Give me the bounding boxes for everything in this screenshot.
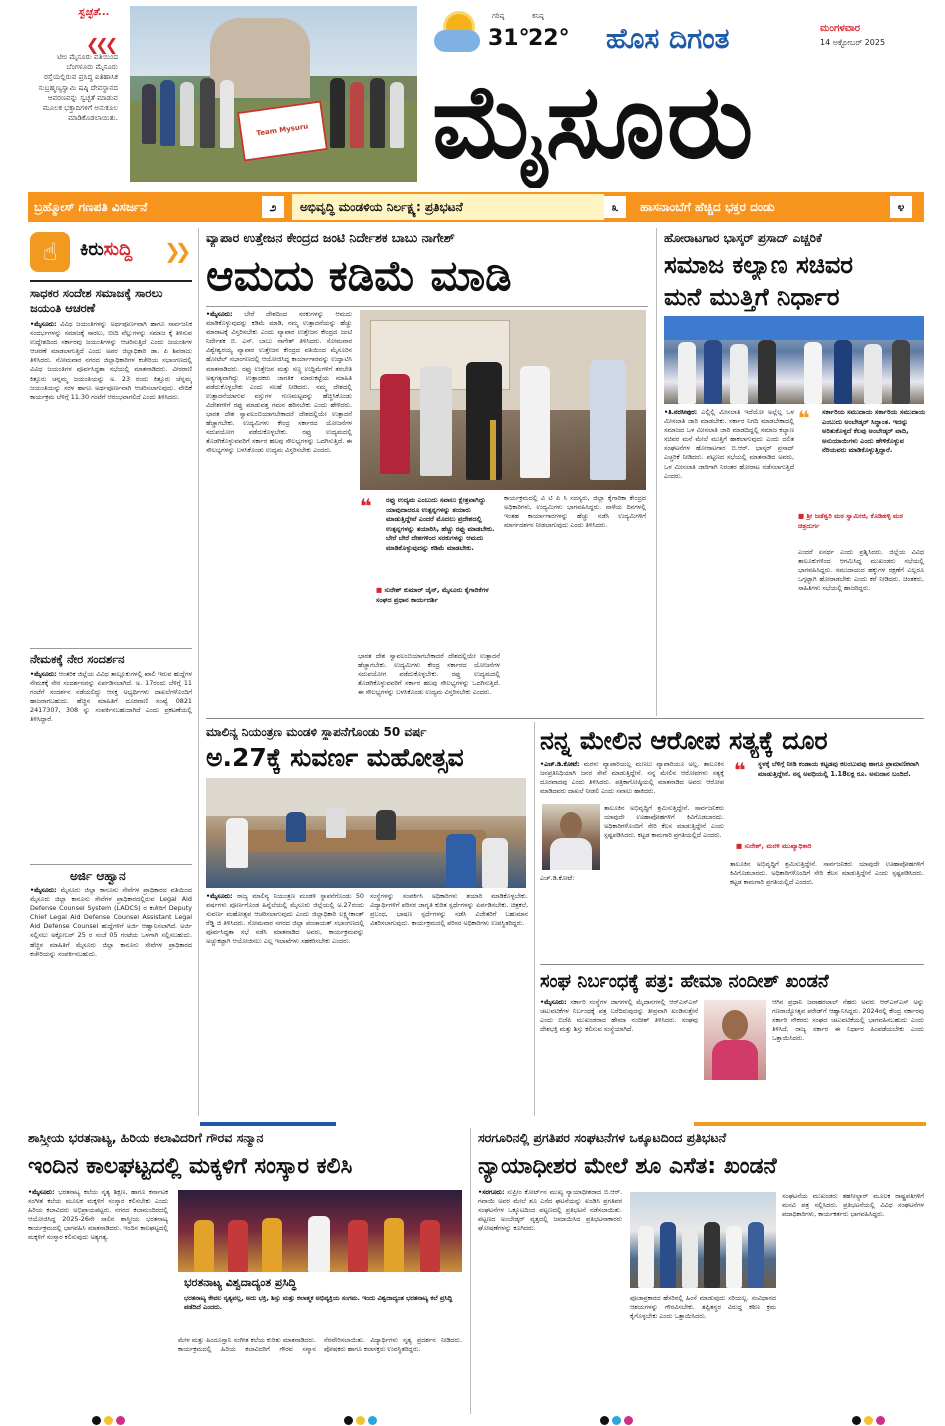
print-mark: [864, 1416, 873, 1425]
mid-left-photo: [206, 778, 526, 888]
brief-title: ಸಾಧಕರ ಸಂದೇಶ ಸಮಾಜಕ್ಕೆ ಸಾರಲು ಜಯಂತಿ ಆಚರಣೆ: [30, 286, 163, 315]
bottom-left-headline: ಇಂದಿನ ಕಾಲಘಟ್ಟದಲ್ಲಿ ಮಕ್ಕಳಿಗೆ ಸಂಸ್ಕಾರ ಕಲಿಸಿ: [28, 1154, 353, 1179]
chevron-icon: ❯❯: [164, 239, 186, 263]
bottom-right-photo: [630, 1192, 776, 1288]
bottom-right-headline: ನ್ಯಾಯಾಧೀಶರ ಮೇಲೆ ಶೂ ಎಸೆತ: ಖಂಡನೆ: [478, 1154, 777, 1179]
min-temp-label: ಕನಿಷ್ಠ: [532, 12, 544, 20]
ticker-page: ೪: [890, 196, 912, 218]
bottom-right-body-c: ಸಂಘಟನೆಯ ಮುಖಂಡರು ತಹಸೀಲ್ದಾರ್ ಮೂಲಕ ರಾಷ್ಟ್ರಪತಿಗಳಿಗೆ ಮನವಿ ಪತ್ರ ಸಲ್ಲಿಸಿದರು. ಪ್ರತಿಭಟನೆಯಲ್ಲಿ ವಿವಿಧ ಸಂಘಟನೆಗಳ ಪದಾಧಿಕಾರಿಗಳು, ಕಾರ್ಯಕರ್ತರು ಭಾಗವಹಿಸಿದ್ದರು.: [782, 1192, 924, 1219]
dateline: ಮೈಸೂರು:: [34, 320, 57, 328]
right-top-body-a: •ತಿ.ನರಸೀಪುರ: ಎಲ್ಲಿಲ್ಲಿ ಮೀಸಲಾತಿ ಇದೆಯೋ ಅಲ್ಲೆಲ್ಲ ಒಳ ಮೀಸಲಾತಿ ಜಾರಿ ಮಾಡಬೇಕು. ಸರ್ಕಾರ ನಿಗದಿ ಮಾಡಬೇಕಾದಲ್ಲಿ ಸಮಾಜದ ಒಳ ಮೀಸಲಾತಿ ಜಾರಿ ಮಾಡದಿದ್ದಲ್ಲಿ ಸಮಾಜ ಕಲ್ಯಾಣ ಸಚಿವರ ಮನೆ ಮೇಲೆ ಮುತ್ತಿಗೆ ಹಾಕಲಾಗುವುದು ಎಂದು ದಲಿತ ಸಂಘಟನೆಗಳ ಹೋರಾಟಗಾರ ಬಿ.ಆರ್. ಭಾಸ್ಕರ್ ಪ್ರಸಾದ್ ಎಚ್ಚರಿಕೆ ನೀಡಿದರು. ಪಟ್ಟಣದ ಸಭೆಯಲ್ಲಿ ಮಾತನಾಡಿದ ಅವರು, ಒಳ ಮೀಸಲಾತಿ ಜಾರಿಗಾಗಿ ನಿರಂತರ ಹೋರಾಟ ನಡೆಸಲಾಗುತ್ತಿದೆ ಎಂದರು.: [664, 408, 794, 480]
print-mark: [600, 1416, 609, 1425]
right-top-body-b: ಎಂದರೆ ಏನರ್ಥ ಎಂದು ಪ್ರಶ್ನಿಸಿದರು. ಜಿಲ್ಲೆಯ ವಿವಿಧ ತಾಲೂಕುಗಳಿಂದ ಆಗಮಿಸಿದ್ದ ಮುಖಂಡರು ಸಭೆಯಲ್ಲಿ ಭಾಗವಹಿಸಿದ್ದರು. ಸಮುದಾಯದ ಹಕ್ಕುಗಳ ರಕ್ಷಣೆಗೆ ಎಲ್ಲರೂ ಒಗ್ಗಟ್ಟಾಗಿ ಹೋರಾಡಬೇಕು ಎಂದು ಕರೆ ನೀಡಿದರು. ಚಿಂತಕರು, ಸಾಹಿತಿಗಳು ಸಭೆಯಲ್ಲಿ ಹಾಜರಿದ್ದರು.: [798, 548, 924, 593]
bottom-left-body-b: ಮೇಳ ಮತ್ತು ಹಿಂದೂಸ್ತಾನಿ ಸಂಗೀತ ಕಲೆಯ ಕುರಿತು ಮಾತನಾಡಿದರು. ಕಾರ್ಯಕ್ರಮದಲ್ಲಿ ಹಿರಿಯ ಕಲಾವಿದರಿಗೆ ಗೌರವ ಸನ್ಮಾನ ನೆರವೇರಿಸಲಾಯಿತು. ವಿದ್ಯಾರ್ಥಿಗಳು ನೃತ್ಯ ಪ್ರದರ್ಶನ ನೀಡಿದರು. ಪೋಷಕರು ಹಾಗೂ ಕಲಾಸಕ್ತರು ಉಪಸ್ಥಿತರಿದ್ದರು.: [178, 1336, 462, 1354]
bottom-left-kicker: ಶಾಸ್ತ್ರೀಯ ಭರತನಾಟ್ಯ, ಹಿರಿಯ ಕಲಾವಿದರಿಗೆ ಗೌರವ ಸನ್ಮಾನ: [28, 1130, 264, 1145]
brief-title: ಅರ್ಜಿ ಆಹ್ವಾನ: [70, 869, 126, 883]
dateline: ಮೈಸೂರು:: [210, 310, 233, 318]
print-mark: [876, 1416, 885, 1425]
mid-right-body-b: ತಾಲೂಕಿನ ಅಭಿವೃದ್ಧಿಗೆ ಶ್ರಮಿಸುತ್ತಿದ್ದೇನೆ. ಸಾರ್ವಜನಿಕರು ಯಾವುದೇ ಊಹಾಪೋಹಗಳಿಗೆ ಕಿವಿಗೊಡಬಾರದು. ಅಧಿಕಾರಿಗಳೊಂದಿಗೆ ಸೇರಿ ಕೆಲಸ ಮಾಡುತ್ತಿದ್ದೇನೆ ಎಂದು ಸ್ಪಷ್ಟಪಡಿಸಿದರು. ಕಟ್ಟಡ ಕಾಮಗಾರಿ ಪ್ರಗತಿಯಲ್ಲಿದೆ ಎಂದರು.: [604, 804, 724, 840]
hema-portrait: [704, 1000, 766, 1080]
teaser-kicker: ಸ್ವಚ್ಛತೆ...: [78, 7, 110, 18]
bottom-right-body-a: •ಸರಗೂರು: ಸುಪ್ರೀಂ ಕೋರ್ಟ್‌ನ ಮುಖ್ಯ ನ್ಯಾಯಾಧೀಶರಾದ ಬಿ.ಆರ್. ಗವಾಯಿ ಅವರ ಮೇಲೆ ಶೂ ಎಸೆದ ಘಟನೆಯನ್ನು ಖಂಡಿಸಿ ಪ್ರಗತಿಪರ ಸಂಘಟನೆಗಳ ಒಕ್ಕೂಟದಿಂದ ಪಟ್ಟಣದಲ್ಲಿ ಪ್ರತಿಭಟನೆ ನಡೆಸಲಾಯಿತು. ಪಟ್ಟಣದ ಅಂಬೇಡ್ಕರ್ ವೃತ್ತದಲ್ಲಿ ಜಮಾಯಿಸಿದ ಪ್ರತಿಭಟನಾಕಾರರು ಘೋಷಣೆಗಳನ್ನು ಕೂಗಿದರು.: [478, 1188, 622, 1233]
team-banner: Team Mysuru: [237, 100, 328, 161]
lead-kicker: ವ್ಯಾಪಾರ ಉತ್ತೇಜನ ಕೇಂದ್ರದ ಜಂಟಿ ನಿರ್ದೇಶಕ ಬಾಬು ನಾಗೇಶ್: [206, 230, 455, 245]
ticker-page: ೩: [604, 196, 626, 218]
lead-photo: [360, 310, 646, 490]
ticker-item[interactable]: ಬ್ರಹ್ಮೋಸ್ ಗಣಪತಿ ವಿಸರ್ಜನೆ: [34, 200, 148, 214]
max-temp-label: ಗರಿಷ್ಠ: [492, 12, 505, 20]
right-top-photo: [664, 316, 924, 404]
brand-logo: ಹೊಸ ದಿಗಂತ: [606, 22, 730, 55]
hema-body-a: •ಮೈಸೂರು: ಸರ್ಕಾರಿ ಸಂಸ್ಥೆಗಳ ಜಾಗಗಳಲ್ಲಿ ಮೈದಾನಗಳಲ್ಲಿ ಆರ್‌ಎಸ್‌ಎಸ್ ಚಟುವಟಿಕೆಗಳ ನಿರ್ಬಂಧಕ್ಕೆ ಪತ್ರ ಬರೆದಿರುವುದನ್ನು ತೀವ್ರವಾಗಿ ಖಂಡಿಸುತ್ತೇನೆ ಎಂದು ಬಿಜೆಪಿ ಮುಖಂಡರಾದ ಹೇಮಾ ನಂದೀಶ್ ತಿಳಿಸಿದರು. ಸಂಘವು ದೇಶಭಕ್ತಿ ಮತ್ತು ಶಿಸ್ತು ಕಲಿಸುವ ಸಂಸ್ಥೆಯಾಗಿದೆ.: [540, 998, 698, 1034]
mid-left-headline: ಅ.27ಕ್ಕೆ ಸುವರ್ಣ ಮಹೋತ್ಸವ: [206, 743, 464, 772]
lead-pull-quote: ರಫ್ತು ಉದ್ಯಮ ಎಂಬುದು ಸವಾಲು ಕ್ಷೇತ್ರವಾಗಿದ್ದು ಯಾವುದಾದರೂ ಉತ್ಪನ್ನಗಳನ್ನು ತಯಾರು ಮಾಡುತ್ತಿದ್ದೇವೆ ಎಂದರೆ ಮೊದಲು ಪ್ರದೇಶದಲ್ಲಿ ಉತ್ಪನ್ನಗಳನ್ನು ತಯಾರಿಸಿ, ಹೆಚ್ಚು ರಫ್ತು ಮಾಡಬೇಕು. ಬೇರೆ ಬೇರೆ ದೇಶಗಳಿಂದ ಸರಕುಗಳನ್ನು ಆಮದು ಮಾಡಿಕೊಳ್ಳುವುದನ್ನು ಕಡಿಮೆ ಮಾಡಬೇಕು.: [386, 496, 495, 552]
quote-icon: ❝: [734, 758, 746, 782]
lead-headline: ಆಮದು ಕಡಿಮೆ ಮಾಡಿ: [206, 251, 512, 300]
right-top-pull-quote: ಸರ್ಕಾರಿಯ ಸಮುದಾಯ ಸರ್ಕಾರಿಯ ಸಮುದಾಯ ಎಂಬುದು ಅಂಬೇಡ್ಕರ್ ಸಿದ್ಧಾಂತ. ಇದನ್ನು ಅರಿತುಕೊಳ್ಳದೆ ಕೆಲವು ಅಂಬೇಡ್ಕರ್ ವಾದಿ, ಅನುಯಾಯಿಗಳು ಎಂದು ಹೇಳಿಕೊಳ್ಳುವ ನೆರಿಯವರು ಮಾಡಿಕೊಳ್ಳುತ್ತಿದ್ದಾರೆ.: [822, 408, 926, 455]
mid-right-pull-author: ■ ಸುರೇಶ್, ಮರಳಿ ಮುಖ್ಯಾಧಿಕಾರಿ: [736, 842, 812, 850]
bottom-right-body-b: ಪೂಜಾಪ್ರಕಾರದ ಹೆಸರಿನಲ್ಲಿ ಹಿಂಸೆ ಮಾಡುವುದು ಸರಿಯಲ್ಲ. ಸಂವಿಧಾನದ ಆಶಯಗಳನ್ನು ಗೌರವಿಸಬೇಕು. ತಪ್ಪಿತಸ್ಥರ ವಿರುದ್ಧ ಕಠಿಣ ಕ್ರಮ ಕೈಗೊಳ್ಳಬೇಕು ಎಂದು ಒತ್ತಾಯಿಸಿದರು.: [630, 1294, 776, 1321]
dateline: ಎಚ್.ಡಿ.ಕೋಟೆ:: [544, 760, 580, 768]
print-mark: [344, 1416, 353, 1425]
mid-left-body-b: ಸಂಸ್ಥೆಗಳನ್ನು ಸಂಪರ್ಕಿಸಿ ಅಧಿಕಾರಿಗಳು ತಯಾರಿ ಮಾಡಿಕೊಳ್ಳಬೇಕು. ವಿದ್ಯಾರ್ಥಿಗಳಿಗೆ ಪರಿಸರ ಜಾಗೃತಿ ಕುರಿತ ಸ್ಪರ್ಧೆಗಳನ್ನು ಏರ್ಪಡಿಸಬೇಕು. ಚಿತ್ರಕಲೆ, ಪ್ರಬಂಧ, ಭಾಷಣ ಸ್ಪರ್ಧೆಗಳನ್ನು ನಡೆಸಿ ವಿಜೇತರಿಗೆ ಬಹುಮಾನ ವಿತರಿಸಲಾಗುವುದು. ಕಾರ್ಯಕ್ರಮದಲ್ಲಿ ಪರಿಸರ ಅಧಿಕಾರಿಗಳು ಉಪಸ್ಥಿತರಿದ್ದರು.: [370, 892, 528, 928]
hand-icon: ☝: [30, 232, 70, 272]
chevron-icon: ❮❮❮: [86, 35, 115, 54]
lead-body-c: ಭಾರತ ದೇಶ ಸ್ವಾವಲಂಬಿಯಾಗಬೇಕಾದರೆ ದೇಶದಲ್ಲಿಯೇ ಉತ್ಪಾದನೆ ಹೆಚ್ಚಾಗಬೇಕು. ಉದ್ಯಮಿಗಳು ಕೇಂದ್ರ ಸರ್ಕಾರದ ಯೋಜನೆಗಳ ಸದುಪಯೋಗ ಪಡೆದುಕೊಳ್ಳಬೇಕು. ರಫ್ತು ಉದ್ಯಮದಲ್ಲಿ ತೊಡಗಿಕೊಳ್ಳುವವರಿಗೆ ಸರ್ಕಾರ ಹಲವು ಸೌಲಭ್ಯಗಳನ್ನು ಒದಗಿಸುತ್ತಿದೆ. ಈ ಸೌಲಭ್ಯಗಳನ್ನು ಬಳಸಿಕೊಂಡು ಉದ್ಯಮ ವಿಸ್ತರಿಸಬೇಕು ಎಂದರು.: [358, 652, 500, 697]
print-mark: [356, 1416, 365, 1425]
bottom-left-photo-caption: ಭರತನಾಟ್ಯ ಕೇವಲ ನೃತ್ಯವಲ್ಲ, ಅದು ಭಕ್ತಿ, ಶಿಸ್ತು ಮತ್ತು ಕಲಾತ್ಮಕ ಅಭಿವ್ಯಕ್ತಿಯ ಸಂಗಮ. ಇಂದು ವಿಶ್ವದಾದ್ಯಂತ ಭರತನಾಟ್ಯ ಕಲೆ ಪ್ರಸಿದ್ಧಿ ಪಡೆದಿದೆ ಎಂದರು.: [184, 1294, 453, 1312]
brief-body: •ಮೈಸೂರು: ಆಂತರಿಕ ಜಿಲ್ಲೆಯ ವಿವಿಧ ತಾಲ್ಲೂಕುಗಳಲ್ಲಿ ಖಾಲಿ ಇರುವ ಹುದ್ದೆಗಳ ನೇಮಕಕ್ಕೆ ನೇರ ಸಂದರ್ಶನವನ್ನು ಏರ್ಪಡಿಸಲಾಗಿದೆ. ಅ. 17ರಂದು ಬೆಳಿಗ್ಗೆ 11 ಗಂಟೆಗೆ ಸಂದರ್ಶನ ನಡೆಯಲಿದ್ದು ಆಸಕ್ತ ಅಭ್ಯರ್ಥಿಗಳು ದಾಖಲೆಗಳೊಂದಿಗೆ ಹಾಜರಾಗಬಹುದು. ಹೆಚ್ಚಿನ ಮಾಹಿತಿಗೆ ದೂರವಾಣಿ ಸಂಖ್ಯೆ 0821 2417307, 308 ನ್ನು ಸಂಪರ್ಕಿಸಬಹುದಾಗಿದೆ ಎಂದು ಪ್ರಕಟಣೆಯಲ್ಲಿ ತಿಳಿಸಿದ್ದಾರೆ.: [30, 670, 192, 724]
bottom-left-photo: [178, 1190, 462, 1272]
print-mark: [624, 1416, 633, 1425]
ticker-item[interactable]: ಹಾಸನಾಂಬೆಗೆ ಹೆಚ್ಚಿದ ಭಕ್ತರ ದಂಡು: [640, 200, 775, 214]
bottom-left-photo-title: ಭರತನಾಟ್ಯ ವಿಶ್ವದಾದ್ಯಂತ ಪ್ರಸಿದ್ಧಿ: [184, 1276, 297, 1289]
bottom-left-body-a: •ಮೈಸೂರು: ಭರತನಾಟ್ಯ ಕಲೆಯ ನೃತ್ಯ ಶಿಕ್ಷಣ, ಹಾಗೂ ಕರ್ನಾಟಕ ಸಂಗೀತ ಕಲೆಯ ಮೂಲಕ ಮಕ್ಕಳಿಗೆ ಸಂಸ್ಕಾರ ಕಲಿಸಬೇಕು ಎಂದು ಹಿರಿಯ ಕಲಾವಿದರು ಅಭಿಪ್ರಾಯಪಟ್ಟರು. ನಗರದ ಕಲಾಮಂದಿರದಲ್ಲಿ ಆಯೋಜಿಸಿದ್ದ 2025-26ನೇ ಸಾಲಿನ ಶಾಸ್ತ್ರೀಯ ಭರತನಾಟ್ಯ ಕಾರ್ಯಕ್ರಮದಲ್ಲಿ ಭಾಗವಹಿಸಿ ಮಾತನಾಡಿದರು. ಇಂದಿನ ಕಾಲಘಟ್ಟದಲ್ಲಿ ಮಕ್ಕಳಿಗೆ ಸಂಸ್ಕಾರ ಕಲಿಸುವುದು ಅತ್ಯಗತ್ಯ.: [28, 1188, 168, 1242]
hema-body-b: ಆಗಿನ ಪ್ರಧಾನಿ ಜವಾಹರಲಾಲ್ ನೆಹರು ಅವರು ಆರ್‌ಎಸ್‌ಎಸ್ ಅನ್ನು ಗಣರಾಜ್ಯೋತ್ಸವ ಪರೇಡ್‌ಗೆ ಆಹ್ವಾನಿಸಿದ್ದರು. 2024ರಲ್ಲಿ ಕೇಂದ್ರ ಸರ್ಕಾರವು ಸರ್ಕಾರಿ ನೌಕರರು ಸಂಘದ ಚಟುವಟಿಕೆಯಲ್ಲಿ ಭಾಗವಹಿಸಬಹುದು ಎಂದು ತಿಳಿಸಿದೆ. ರಾಜ್ಯ ಸರ್ಕಾರ ಈ ನಿರ್ಧಾರ ಹಿಂಪಡೆಯಬೇಕು ಎಂದು ಒತ್ತಾಯಿಸಿದರು.: [772, 998, 924, 1043]
right-top-kicker: ಹೋರಾಟಗಾರ ಭಾಸ್ಕರ್ ಪ್ರಸಾದ್ ಎಚ್ಚರಿಕೆ: [664, 231, 822, 245]
right-top-headline-2: ಮನೆ ಮುತ್ತಿಗೆ ನಿರ್ಧಾರ: [664, 283, 840, 311]
print-mark: [116, 1416, 125, 1425]
mid-right-pull-quote: ಸ್ಥಳಕ್ಕೆ ಬೆಳಿಗ್ಗೆ ನೀಡಿ ಕಂಡಾಯ ಕಟ್ಟಡವು ಕಲಂಬುವವು ಹಾಗೂ ಪ್ರಾಮಾಣಿಕವಾಗಿ ಮಾಡುತ್ತಿದ್ದೇನೆ. ನನ್ನ ಅವಧಿಯಲ್ಲಿ 1.18ಲಕ್ಷ ರೂ. ಅನುದಾನ ಬಂದಿದೆ.: [758, 760, 920, 778]
right-top-headline-1: ಸಮಾಜ ಕಲ್ಯಾಣ ಸಚಿವರ: [664, 251, 854, 279]
cloud-icon: [434, 30, 480, 52]
print-mark: [852, 1416, 861, 1425]
ticker-item[interactable]: ಅಭಿವೃದ್ಧಿ ಮಂಡಳಿಯ ನಿರ್ಲಕ್ಷ್ಯ: ಪ್ರತಿಭಟನೆ: [292, 194, 604, 220]
mid-right-body-c: ಎಚ್.ಡಿ.ಕೋಟೆ:: [540, 874, 575, 882]
brief-body: •ಮೈಸೂರು: ಮೈಸೂರು ಜಿಲ್ಲಾ ಕಾನೂನು ಸೇವೆಗಳ ಪ್ರಾಧಿಕಾರದ ವತಿಯಿಂದ ಮೈಸೂರು ಜಿಲ್ಲಾ ಕಾನೂನು ಸೇವೆಗಳ ಪ್ರಾಧಿಕಾರದಲ್ಲಿರುವ Legal Aid Defense Counsel System (LADCS) ರ ಕಚೇರಿಗೆ Deputy Chief Legal Aid Defense Counsel Assistant Legal Aid Defense Counsel ಹುದ್ದೆಗಳಿಗೆ ಅರ್ಜಿ ಆಹ್ವಾನಿಸಲಾಗಿದೆ. ಅರ್ಜಿ ಸಲ್ಲಿಸಲು ಅಕ್ಟೋಬರ್ 25 ರ ಸಂಜೆ 05 ಗಂಟೆಯ ಒಳಗಾಗಿ ಸಲ್ಲಿಸಬಹುದು. ಹೆಚ್ಚಿನ ಮಾಹಿತಿಗೆ ಮೈಸೂರು ಜಿಲ್ಲಾ ಕಾನೂನು ಸೇವೆಗಳ ಪ್ರಾಧಿಕಾರದ ಕಚೇರಿಯನ್ನು ಸಂಪರ್ಕಿಸಬಹುದು.: [30, 886, 192, 958]
mid-left-kicker: ಮಾಲಿನ್ಯ ನಿಯಂತ್ರಣ ಮಂಡಳಿ ಸ್ಥಾಪನೆಗೊಂಡು 50 ವರ್ಷ: [206, 725, 427, 739]
dateline: ಸರಗೂರು:: [482, 1188, 505, 1196]
divider-stripe: [200, 1122, 336, 1126]
hema-headline: ಸಂಘ ನಿರ್ಬಂಧಕ್ಕೆ ಪತ್ರ: ಹೇಮಾ ನಂದೀಶ್ ಖಂಡನೆ: [540, 971, 829, 992]
max-temp: 31°: [488, 26, 530, 51]
dateline: ಮೈಸೂರು:: [34, 670, 57, 678]
mid-right-portrait: [542, 804, 600, 870]
dateline: ಮೈಸೂರು:: [34, 886, 57, 894]
lead-body-a: •ಮೈಸೂರು: ಬೇರೆ ದೇಶದಿಂದ ಸರಕುಗಳನ್ನು ಆಮದು ಮಾಡಿಕೊಳ್ಳುವುದನ್ನು ಕಡಿಮೆ ಮಾಡಿ, ನಮ್ಮ ಉತ್ಪಾದನೆಯನ್ನು ಹೆಚ್ಚು ಮಾರಾಟಕ್ಕೆ ವಿಸ್ತರಿಸಬೇಕು ಎಂದು ವ್ಯಾಪಾರ ಉತ್ತೇಜನ ಕೇಂದ್ರದ ಜಂಟಿ ನಿರ್ದೇಶಕ ಬಿ. ಎಸ್. ಬಾಬು ನಾಗೇಶ್ ತಿಳಿಸಿದರು. ಸೋಮವಾರ ವಿಶ್ವೇಶ್ವರಯ್ಯ ವ್ಯಾಪಾರ ಉತ್ತೇಜನ ಕೇಂದ್ರದ ವತಿಯಿಂದ ಮೈಸೂರಿನ ಹೋಟೆಲ್ ಸಭಾಂಗಣದಲ್ಲಿ ಆಯೋಜಿಸಿದ್ದ ಕಾರ್ಯಾಗಾರವನ್ನು ಉದ್ಘಾಟಿಸಿ ಮಾತನಾಡಿದರು. ರಫ್ತು ಉತ್ತೇಜನ ಮತ್ತು ಸಣ್ಣ ಉದ್ದಿಮೆಗಳಿಗೆ ತರಬೇತಿ ಅತ್ಯಗತ್ಯವಾಗಿದ್ದು ಉತ್ಪಾದಕರು ಜಾಗತಿಕ ಮಾರುಕಟ್ಟೆಯ ಮಾಹಿತಿ ಪಡೆದುಕೊಳ್ಳಬೇಕು ಎಂದು ಸಲಹೆ ನೀಡಿದರು. ನಮ್ಮ ದೇಶದಲ್ಲಿ ಉತ್ಪಾದನೆಯಾಗುವ ವಸ್ತುಗಳ ಗುಣಮಟ್ಟವನ್ನು ಹೆಚ್ಚಿಸಿಕೊಂಡು ವಿದೇಶಗಳಿಗೆ ರಫ್ತು ಮಾಡುವತ್ತ ಗಮನ ಹರಿಸಬೇಕು ಎಂದು ಹೇಳಿದರು. ಭಾರತ ದೇಶ ಸ್ವಾವಲಂಬಿಯಾಗಬೇಕಾದರೆ ದೇಶದಲ್ಲಿಯೇ ಉತ್ಪಾದನೆ ಹೆಚ್ಚಾಗಬೇಕು. ಉದ್ಯಮಿಗಳು ಕೇಂದ್ರ ಸರ್ಕಾರದ ಯೋಜನೆಗಳ ಸದುಪಯೋಗ ಪಡೆದುಕೊಳ್ಳಬೇಕು. ರಫ್ತು ಉದ್ಯಮದಲ್ಲಿ ತೊಡಗಿಕೊಳ್ಳುವವರಿಗೆ ಸರ್ಕಾರ ಹಲವು ಸೌಲಭ್ಯಗಳನ್ನು ಒದಗಿಸುತ್ತಿದೆ. ಈ ಸೌಲಭ್ಯಗಳನ್ನು ಬಳಸಿಕೊಂಡು ಉದ್ಯಮ ವಿಸ್ತರಿಸಬೇಕು ಎಂದರು.: [206, 310, 352, 455]
lead-body-b: ಕಾರ್ಯಕ್ರಮದಲ್ಲಿ ವಿ ಟಿ ಪಿ ಸಿ ಸದಸ್ಯರು, ಜಿಲ್ಲಾ ಕೈಗಾರಿಕಾ ಕೇಂದ್ರದ ಅಧಿಕಾರಿಗಳು, ಉದ್ಯಮಿಗಳು ಭಾಗವಹಿಸಿದ್ದರು. ನಾಳೆಯ ದಿನಗಳಲ್ಲಿ ಇಂತಹ ಕಾರ್ಯಾಗಾರಗಳನ್ನು ಹೆಚ್ಚು ನಡೆಸಿ ಉದ್ಯಮಿಗಳಿಗೆ ಮಾರ್ಗದರ್ಶನ ನೀಡಲಾಗುವುದು ಎಂದು ತಿಳಿಸಿದರು.: [504, 494, 646, 530]
print-mark: [92, 1416, 101, 1425]
min-temp: 22°: [528, 26, 570, 51]
logo-part-b: ಸುದ್ದಿ: [103, 239, 133, 260]
divider-stripe: [694, 1122, 926, 1126]
mid-right-body-a: •ಎಚ್.ಡಿ.ಕೋಟೆ: ಮರಳು ವ್ಯಾಪಾರಿಯಲ್ಲ ಮಣಲು ವ್ಯಾಪಾರಿಯೂ ಅಲ್ಲ. ತಾಲೂಕಿನ ಜನಪ್ರತಿನಿಧಿಯಾಗಿ ಜನರ ಸೇವೆ ಮಾಡುತ್ತಿದ್ದೇನೆ. ನನ್ನ ಮೇಲಿನ ಆರೋಪಗಳು ಸತ್ಯಕ್ಕೆ ದೂರವಾದವು ಎಂದು ತಿಳಿಸಿದರು. ಪತ್ರಿಕಾಗೋಷ್ಠಿಯಲ್ಲಿ ಮಾತನಾಡಿದ ಅವರು ಆರೋಪ ಮಾಡಿದವರು ದಾಖಲೆ ನೀಡಲಿ ಎಂದು ಸವಾಲು ಹಾಕಿದರು.: [540, 760, 724, 796]
logo-part-a: ಕಿರು: [80, 239, 104, 260]
mid-right-headline: ನನ್ನ ಮೇಲಿನ ಆರೋಪ ಸತ್ಯಕ್ಕೆ ದೂರ: [540, 726, 828, 755]
quote-icon: ❝: [798, 406, 810, 430]
right-top-pull-author: ■ ಶ್ರೀ ಜಡೆಶ್ವರಿ ಮಠ ಸ್ವಾಮೀಜಿ, ಕೊಡಿಹಳ್ಳಿ ಮಠ ಚಿತ್ರದುರ್ಗ: [798, 512, 903, 530]
brief-body: •ಮೈಸೂರು: ವಿವಿಧ ಜಯಂತಿಗಳನ್ನು ಅರ್ಥಪೂರ್ಣವಾಗಿ ಹಾಗೂ ಸಾರ್ವಜನಿಕ ಸಂದರ್ಭಗಳನ್ನು ಸಮಾಜಕ್ಕೆ ಸಾರಲು, ಬೀದಿ ವೆಲ್ಲುಗಳನ್ನು ಸಮಾಜ ಕ್ಕೆ ತಿಳಿಸುವ ಉದ್ದೇಶದಿಂದ ಸರ್ಕಾರವು ಜಯಂತಿಗಳನ್ನು ಆಚರಿಸುತ್ತಿದೆ ಎಂದು ಜಯಂತಿಗಳ ಆಚರಣೆ ಮಾಡಲಾಗುತ್ತಿದೆ ಎಂದು ಅಪರ ಜಿಲ್ಲಾಧಿಕಾರಿ ಡಾ. ಪಿ ಶಿವರಾಜು ತಿಳಿಸಿದರು. ನೋಮವಾರ ನಗರದ ಜಿಲ್ಲಾಧಿಕಾರಿಗಳ ಕಚೇರಿಯ ಸಭಾಂಗಣದಲ್ಲಿ ವಿವಿಧ ಜಯಂತಿಗಳ ಪೂರ್ವಸಿದ್ಧತಾ ಸಭೆಯಲ್ಲಿ ಮಾತನಾಡಿದರು. ವೀರರಾಣಿ ಕಿತ್ತೂರು ಚನ್ನಮ್ಮ ಜಯಂತಿಯನ್ನು ಅ. 23 ರಂದು ಕಿತ್ತೂರು ಚೆನ್ನಮ್ಮ ಜಯಂತಿಯನ್ನು ಸರಳ ಹಾಗೂ ಅರ್ಥಪೂರ್ಣವಾಗಿ ಆಚರಿಸಲಾಗುವುದು. ವೇದಿಕೆ ಕಾರ್ಯಕ್ರಮ ಬೆಳಿಗ್ಗೆ 11.30 ಗಂಟೆಗೆ ಆರಂಭವಾಗಲಿದೆ ಎಂದು ತಿಳಿಸಿದರು.: [30, 320, 192, 401]
brief-title: ನೇಮಕಕ್ಕೆ ನೇರ ಸಂದರ್ಶನ: [30, 652, 125, 666]
bottom-right-kicker: ಸರಗೂರಿನಲ್ಲಿ ಪ್ರಗತಿಪರ ಸಂಘಟನೆಗಳ ಒಕ್ಕೂಟದಿಂದ ಪ್ರತಿಭಟನೆ: [478, 1130, 727, 1145]
kirusuddi-logo: [30, 228, 192, 276]
teaser-text: ಟೀಂ ಮೈಸೂರು ವತಿಯಿಂದ ಬೆಂಗಳೂರು ಮೈಸೂರು ರಸ್ತೆಯಲ್ಲಿರುವ ಪ್ರಸಿದ್ಧ ಐತಿಹಾಸಿಕ ಸುಬ್ರಹ್ಮಣ್ಯಸ್ವಾಮಿ ಷಷ್ಠಿ ದೇವಸ್ಥಾನದ ಆವರಣವನ್ನು ಸ್ವಚ್ಛತೆ ಮಾಡುವ ಮೂಲಕ ಭಕ್ತಾದಿಗಳಿಗೆ ಅನುಕೂಲ ಮಾಡಿಕೊಡಲಾಯಿತು.: [38, 52, 118, 123]
city-title: ಮೈಸೂರು: [432, 63, 756, 182]
print-mark: [368, 1416, 377, 1425]
issue-date: 14 ಅಕ್ಟೋಬರ್ 2025: [820, 38, 886, 47]
mid-left-body-a: •ಮೈಸೂರು: ರಾಜ್ಯ ಮಾಲಿನ್ಯ ನಿಯಂತ್ರಣ ಮಂಡಳಿ ಸ್ಥಾಪನೆಗೊಂಡು 50 ವರ್ಷಗಳು ಪೂರ್ಣಗೊಂಡ ಹಿನ್ನೆಲೆಯಲ್ಲಿ ಮೈಸೂರು ಜಿಲ್ಲೆಯಲ್ಲಿ ಅ.27ರಂದು ಸುವರ್ಣ ಮಹೋತ್ಸವ ಆಚರಿಸಲಾಗುವುದು ಎಂದು ಜಿಲ್ಲಾಧಿಕಾರಿ ಲಕ್ಷ್ಮೀಕಾಂತ್ ರೆಡ್ಡಿ ಜಿ ತಿಳಿಸಿದರು. ಸೋಮವಾರ ನಗರದ ಜಿಲ್ಲಾ ಪಂಚಾಯತ್ ಸಭಾಂಗಣದಲ್ಲಿ ಪೂರ್ವಸಿದ್ಧತಾ ಸಭೆ ನಡೆಸಿ ಮಾತನಾಡಿದ ಅವರು, ಕಾರ್ಯಕ್ರಮವನ್ನು ಅಚ್ಚುಕಟ್ಟಾಗಿ ಆಯೋಜಿಸಲು ಎಲ್ಲ ಇಲಾಖೆಗಳು ಸಹಕರಿಸಬೇಕು ಎಂದರು.: [206, 892, 364, 946]
dateline: ಮೈಸೂರು:: [32, 1188, 55, 1196]
mid-right-body-d: ತಾಲೂಕಿನ ಅಭಿವೃದ್ಧಿಗೆ ಶ್ರಮಿಸುತ್ತಿದ್ದೇನೆ. ಸಾರ್ವಜನಿಕರು ಯಾವುದೇ ಊಹಾಪೋಹಗಳಿಗೆ ಕಿವಿಗೊಡಬಾರದು. ಅಧಿಕಾರಿಗಳೊಂದಿಗೆ ಸೇರಿ ಕೆಲಸ ಮಾಡುತ್ತಿದ್ದೇನೆ ಎಂದು ಸ್ಪಷ್ಟಪಡಿಸಿದರು. ಕಟ್ಟಡ ಕಾಮಗಾರಿ ಪ್ರಗತಿಯಲ್ಲಿದೆ ಎಂದರು.: [730, 860, 924, 887]
issue-day: ಮಂಗಳವಾರ: [820, 23, 861, 34]
dateline: ತಿ.ನರಸೀಪುರ:: [668, 408, 698, 416]
dateline: ಮೈಸೂರು:: [210, 892, 233, 900]
ticker-page: ೨: [262, 196, 284, 218]
dateline: ಮೈಸೂರು:: [544, 998, 567, 1006]
lead-pull-author: ■ ಸುರೇಶ್ ಕುಮಾರ್ ಜೈನ್, ಮೈಸೂರು ಕೈಗಾರಿಕೆಗಳ ಸಂಘದ ಪ್ರಧಾನ ಕಾರ್ಯದರ್ಶಿ: [376, 586, 489, 604]
print-mark: [104, 1416, 113, 1425]
print-mark: [612, 1416, 621, 1425]
quote-icon: ❝: [360, 494, 372, 518]
teaser-photo: [130, 6, 417, 182]
